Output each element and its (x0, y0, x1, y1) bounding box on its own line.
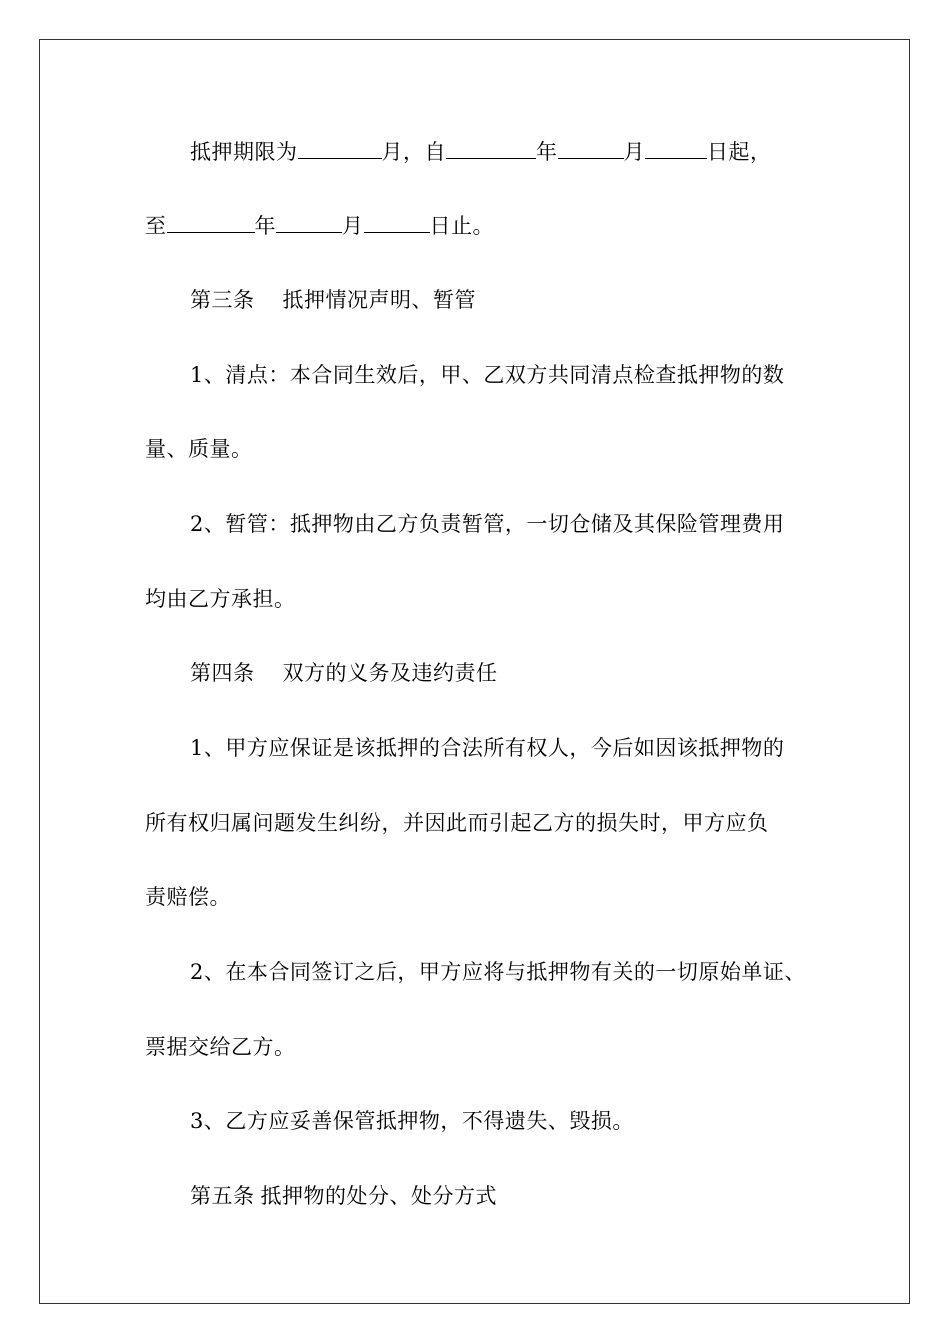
month-from-label: 月，自 (381, 140, 446, 164)
year-label: 年 (536, 140, 558, 164)
start-year-blank (446, 138, 536, 159)
end-year-label: 年 (254, 214, 276, 238)
end-month-label: 月 (342, 214, 364, 238)
day-start-label: 日起， (707, 140, 772, 164)
article-title: 双方的义务及违约责任 (282, 661, 498, 685)
term-line-2 (145, 211, 494, 241)
paragraph-line: 2、暂管：抵押物由乙方负责暂管，一切仓储及其保险管理费用 (190, 512, 785, 536)
paragraph-line: 所有权归属问题发生纠纷，并因此而引起乙方的损失时，甲方应负 (145, 811, 769, 835)
article-5-heading (190, 1181, 497, 1211)
article-title: 抵押物的处分、处分方式 (260, 1184, 497, 1208)
paragraph-line: 3、乙方应妥善保管抵押物，不得遗失、毁损。 (190, 1109, 634, 1133)
end-year-blank (167, 212, 255, 233)
article-4-heading (190, 658, 498, 688)
paragraph-line: 票据交给乙方。 (145, 1035, 296, 1059)
end-day-blank (364, 212, 430, 233)
to-label: 至 (145, 214, 167, 238)
month-label: 月 (623, 140, 645, 164)
article-title: 抵押情况声明、暂管 (282, 288, 476, 312)
months-blank (298, 138, 382, 159)
article-number: 第四条 (190, 661, 255, 685)
term-line-1 (190, 137, 772, 167)
article-number: 第五条 (190, 1184, 255, 1208)
term-label: 抵押期限为 (190, 140, 298, 164)
start-day-blank (645, 138, 707, 159)
paragraph-line: 均由乙方承担。 (145, 587, 296, 611)
paragraph-line: 1、甲方应保证是该抵押的合法所有权人，今后如因该抵押物的 (190, 736, 785, 760)
paragraph-line: 责赔偿。 (145, 885, 231, 909)
paragraph-line: 量、质量。 (145, 437, 253, 461)
paragraph-line: 1、清点：本合同生效后，甲、乙双方共同清点检查抵押物的数 (190, 363, 785, 387)
end-day-label: 日止。 (429, 214, 494, 238)
article-3-heading (190, 285, 476, 315)
start-month-blank (558, 138, 624, 159)
end-month-blank (276, 212, 342, 233)
article-number: 第三条 (190, 288, 255, 312)
paragraph-line: 2、在本合同签订之后，甲方应将与抵押物有关的一切原始单证、 (190, 960, 806, 984)
